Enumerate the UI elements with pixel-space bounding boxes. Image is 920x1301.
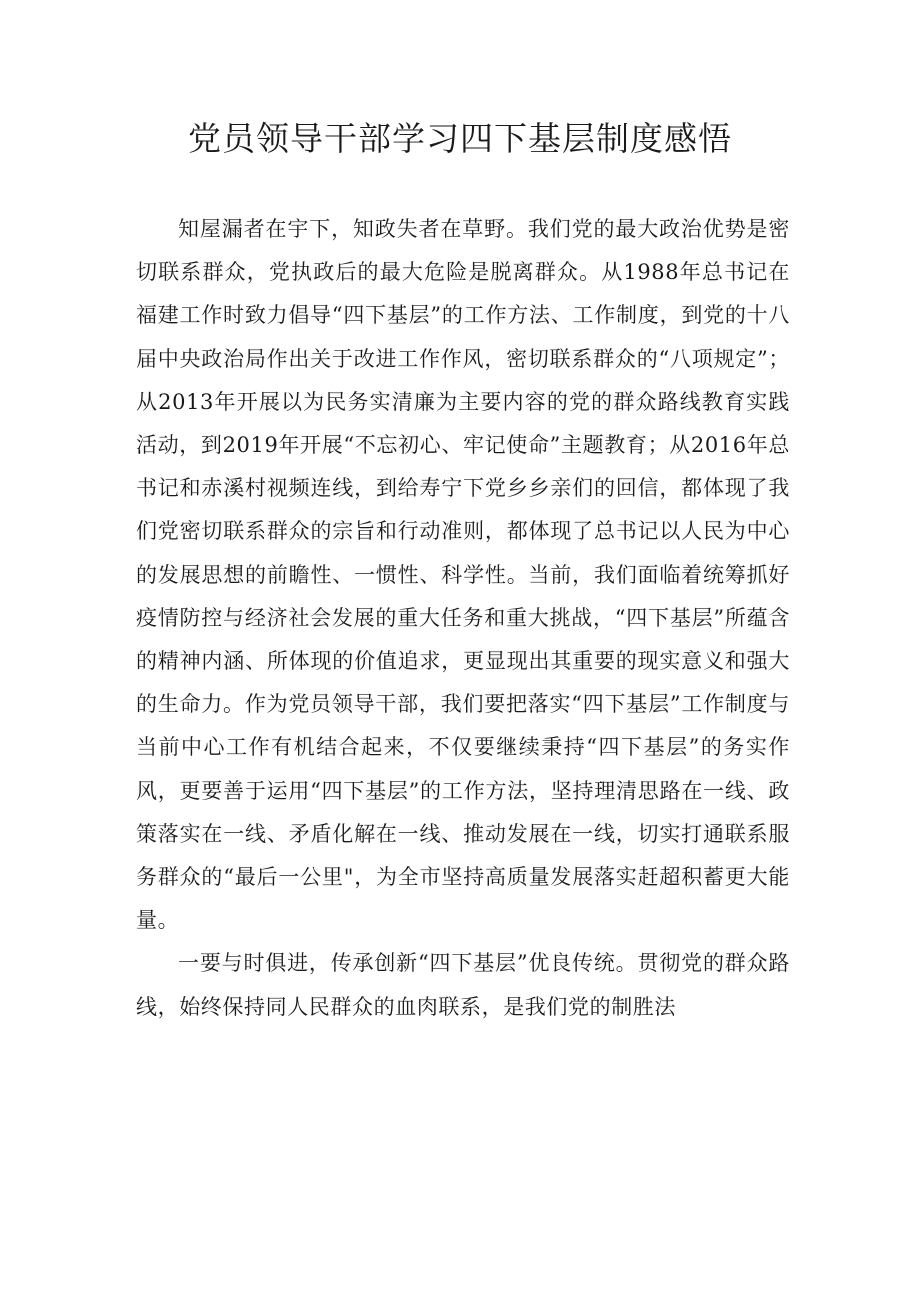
document-title: 党员领导干部学习四下基层制度感悟	[188, 119, 732, 158]
paragraph: 一要与时俱进，传承创新“四下基层”优良传统。贯彻党的群众路线，始终保持同人民群众的血肉联系，是我们党的制胜法	[136, 951, 790, 1019]
paragraph: 知屋漏者在宇下，知政失者在草野。我们党的最大政治优势是密切联系群众，党执政后的最大危险是脱离群众。从1988年总书记在福建工作时致力倡导“四下基层”的工作方法、工作制度，到党的十八届中央政治局作出关于改进工作作风，密切联系群众的“八项规定”；从2013年开展以为民务实清廉为主要内容的党的群众路线教育实践活动，到2019年开展“不忘初心、牢记使命”主题教育；从2016年总书记和赤溪村视频连线，到给寿宁下党乡乡亲们的回信，都体现了我们党密切联系群众的宗旨和行动准则，都体现了总书记以人民为中心的发展思想的前瞻性、一惯性、科学性。当前，我们面临着统筹抓好疫情防控与经济社会发展的重大任务和重大挑战，“四下基层”所蕴含的精神内涵、所体现的价值追求，更显现出其重要的现实意义和强大的生命力。作为党员领导干部，我们要把落实“四下基层”工作制度与当前中心工作有机结合起来，不仅要继续秉持“四下基层”的务实作风，更要善于运用“四下基层”的工作方法，坚持理清思路在一线、政策落实在一线、矛盾化解在一线、推动发展在一线，切实打通联系服务群众的“最后一公里"，为全市坚持高质量发展落实赶超积蓄更大能量。	[136, 217, 790, 933]
document-body	[136, 208, 790, 1029]
